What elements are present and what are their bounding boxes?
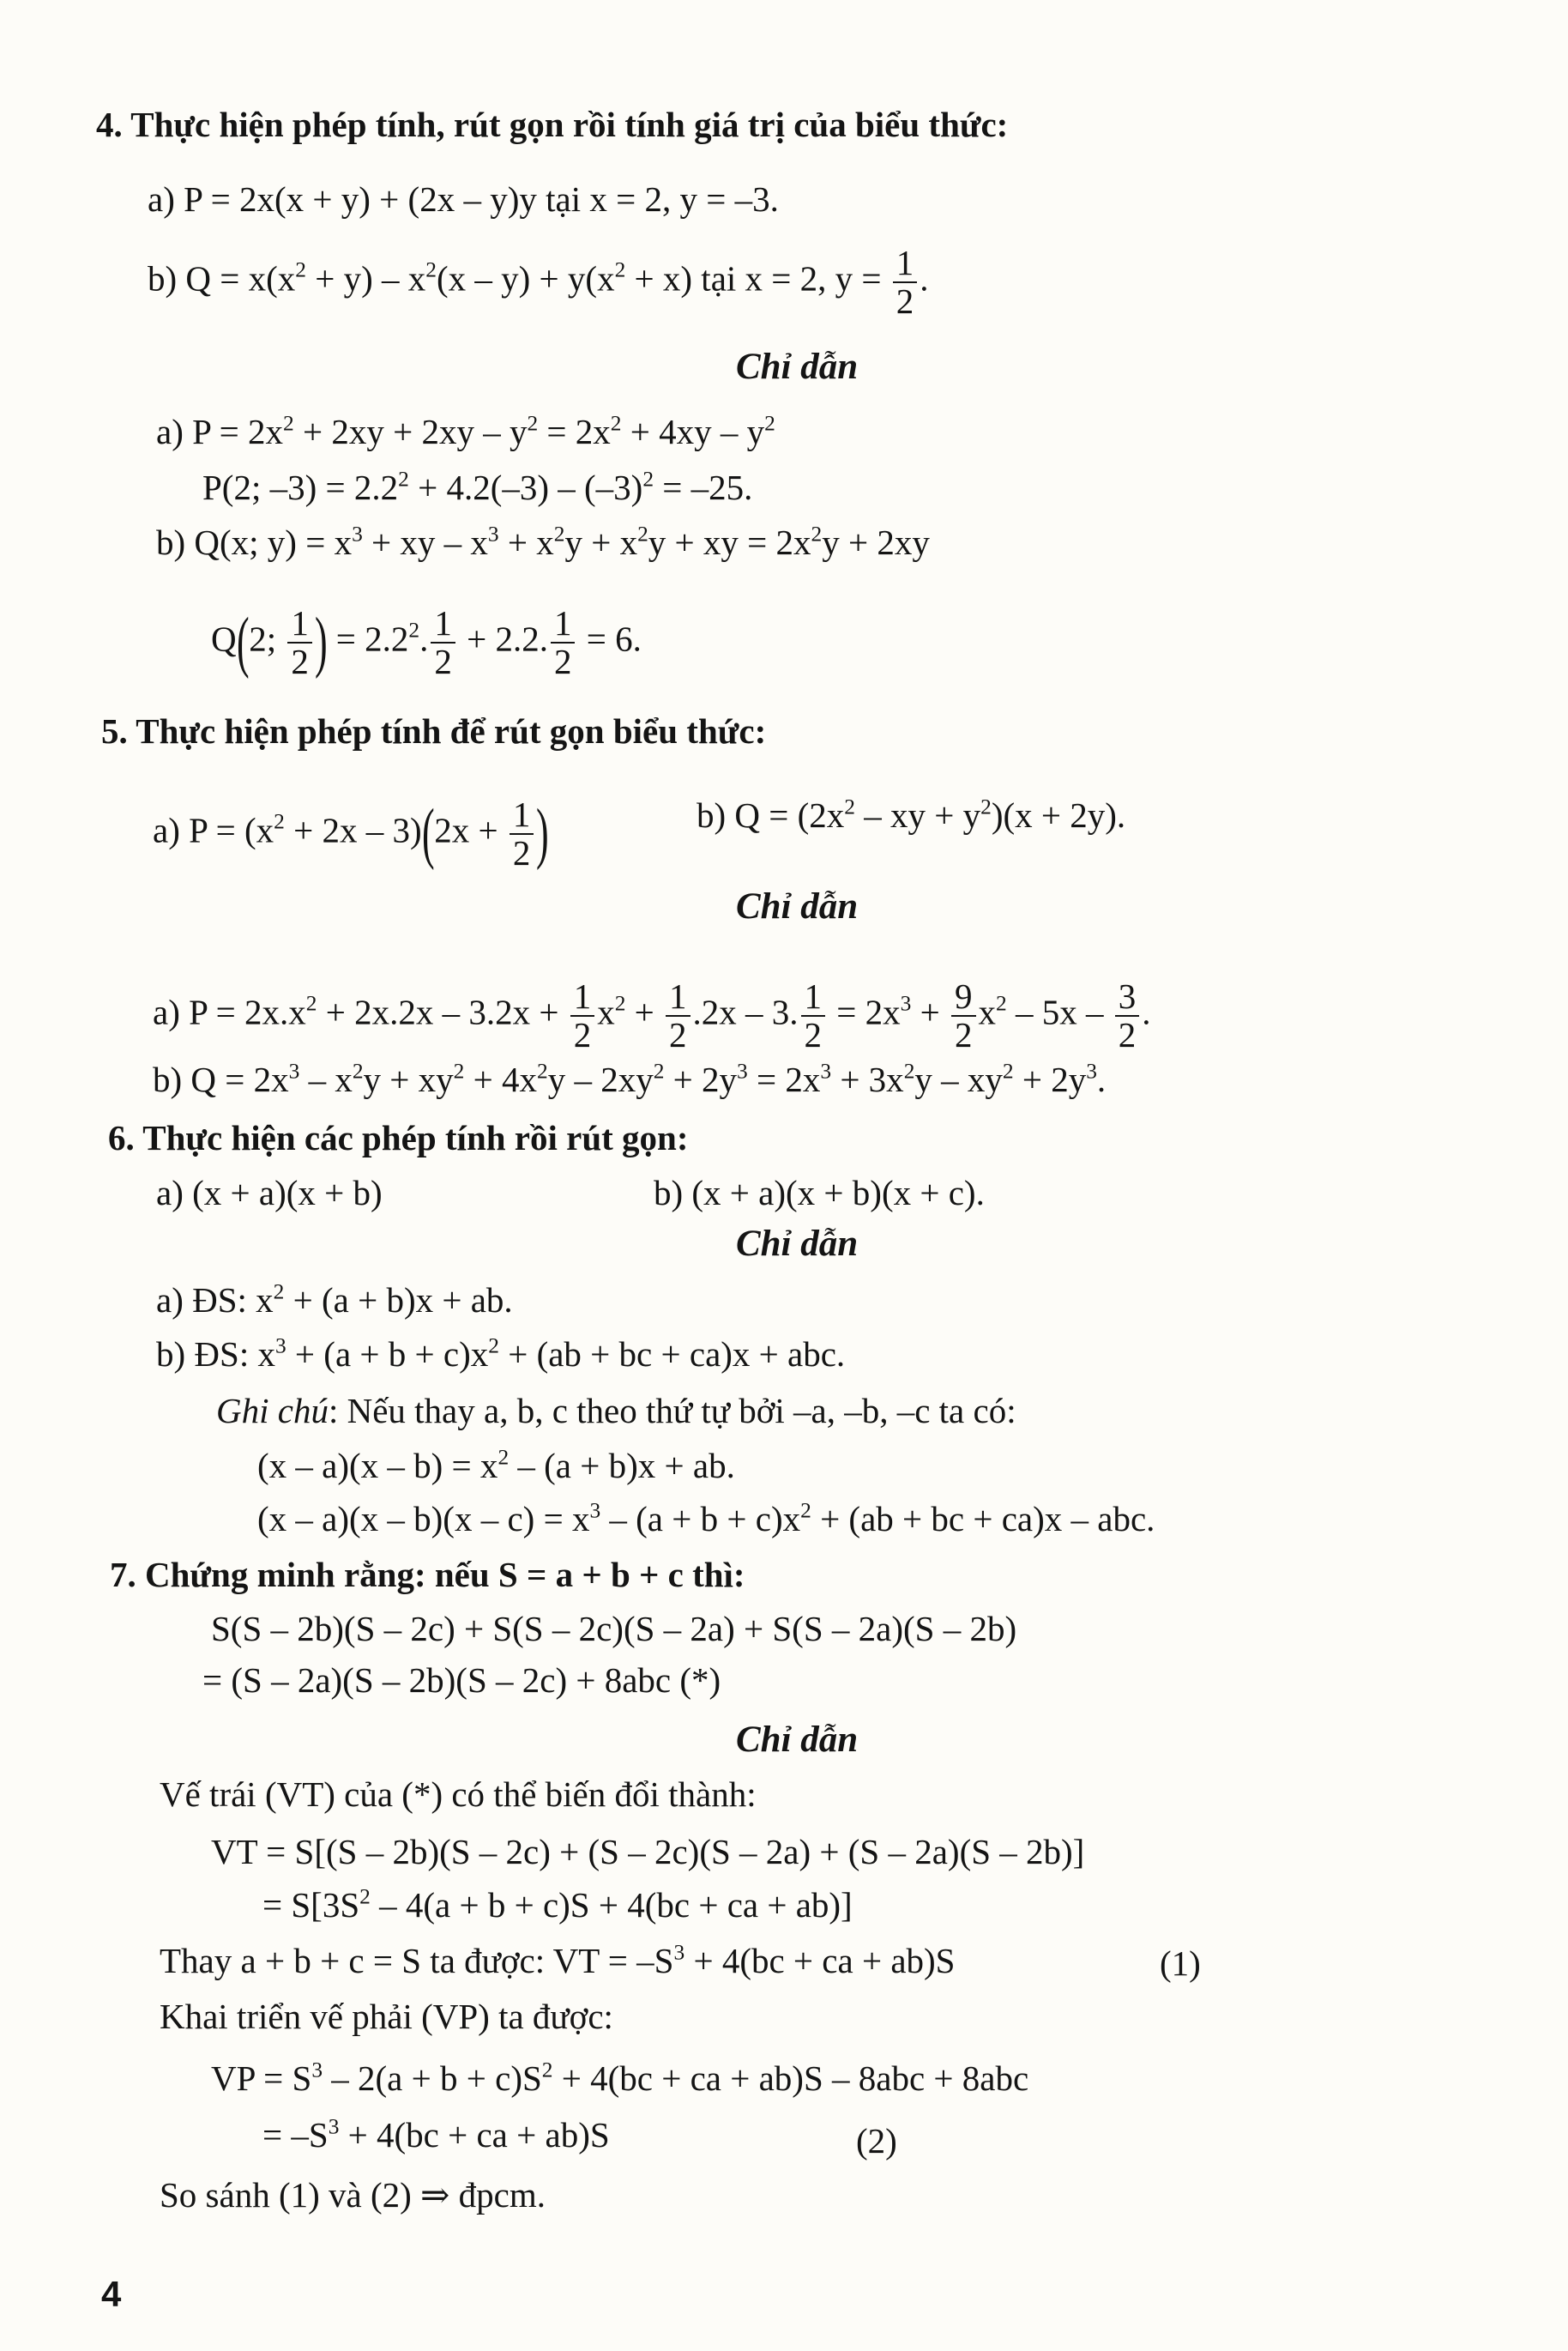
solution-4a-line2: P(2; $-3) = 2.2^2 + 4.2(-3) - (-3)^2 = -25$. <box>202 467 753 507</box>
problem-7-line1: S(S – 2b)(S – 2c) + S(S – 2c)(S – 2a) + S(S – 2a)(S – 2b) <box>211 1609 1017 1648</box>
fraction: $\frac{1}{2}$ <box>510 796 534 872</box>
fraction: $\frac{1}{2}$ <box>666 978 691 1054</box>
problem-6a: a) (x + a)(x + b) <box>156 1173 383 1212</box>
problem-7-title: 7. Chứng minh rằng: nếu S = a + b + c thì: <box>110 1555 745 1594</box>
problem-5a: a) $P = (x^2 + 2x - 3)(2x$ + $\frac{1}{2}$ ) <box>153 795 550 873</box>
hint-heading-5: Chỉ dẫn <box>736 886 859 927</box>
solution-7-line5: Khai triển vế phải (VP) ta được: <box>160 1997 613 2036</box>
fraction: $\frac{1}{2}$ <box>570 978 595 1054</box>
problem-6b: b) (x + a)(x + b)(x + c). <box>654 1173 985 1212</box>
solution-4b-line2: Q(2; $\frac{1}{2}$ ) = $2.2^2$. $\frac{1}{2}$ + 2.2. $\frac{1}{2}$ = 6. <box>211 603 642 682</box>
fraction: $\frac{1}{2}$ <box>551 605 576 680</box>
equation-tag-2: (2) <box>856 2121 897 2161</box>
solution-7-line4: Thay a + b + c = S ta được: VT = $-S^3 + 4(bc$ + ca + ab)S <box>160 1940 956 1980</box>
fraction: $\frac{9}{2}$ <box>951 978 976 1054</box>
note-formula-2: $(x - a)(x - b)(x - c) = x^3 - (a + b + c)x^2 + (ab$ + bc + ca)x – abc. <box>257 1498 1155 1538</box>
problem-4a: a) P = 2x(x + y) + (2x – y)y tại x = 2, y = –3. <box>148 179 779 219</box>
note-formula-1: $(x - a)(x - b) = x^2 - (a + b)x$ + ab. <box>257 1445 735 1485</box>
solution-5a: a) $P = 2x.x^2 + 2x.2x - 3.2x$ + $\frac{1}{2}$ $x^2$ + $\frac{1}{2}$ .2x – 3. $\frac{1}{2}$ = $2x^3$ + $\frac{9}{2}$ $x^2 - 5x$ – $\frac{3}{2}$ . <box>153 976 1151 1055</box>
problem-7-line2: = (S – 2a)(S – 2b)(S – 2c) + 8abc (*) <box>202 1660 721 1700</box>
problem-4b: b) $Q = x(x^2 + y) - x^2(x - y) + y(x^2 + x)$ tại x = 2, y = $\frac{1}{2}$ . <box>148 243 929 322</box>
problem-4-title: 4. Thực hiện phép tính, rút gọn rồi tính giá trị của biểu thức: <box>96 105 1009 144</box>
solution-6a: a) ĐS: $x^2 + (a + b)x$ + ab. <box>156 1279 513 1320</box>
problem-5b: b) $Q = (2x^2$ – xy + $y^2)(x + 2y)$. <box>697 795 1126 835</box>
solution-7-line2: VT = S[(S – 2b)(S – 2c) + (S – 2c)(S – 2a) + (S – 2a)(S – 2b)] <box>211 1832 1085 1871</box>
hint-heading-7: Chỉ dẫn <box>736 1719 859 1760</box>
fraction: $\frac{3}{2}$ <box>1115 978 1140 1054</box>
hint-heading-6: Chỉ dẫn <box>736 1224 859 1264</box>
solution-7-line7: = $-S^3 + 4(bc$ + ca + ab)S <box>262 2114 610 2155</box>
problem-6-title: 6. Thực hiện các phép tính rồi rút gọn: <box>108 1118 689 1157</box>
solution-4b-line1: b) Q(x; $y) = x^3$ + xy – $x^3 + x^2y + x^2y$ + xy = $2x^2y + 2xy$ <box>156 522 930 562</box>
fraction: $\frac{1}{2}$ <box>801 978 826 1054</box>
note-line: Ghi chú: Nếu thay a, b, c theo thứ tự bởi –a, –b, –c ta có: <box>216 1391 1016 1430</box>
page-number: 4 <box>101 2274 122 2314</box>
solution-5b: b) $Q = 2x^3 - x^2y + xy^2 + 4x^2y - 2xy^2 + 2y^3 = 2x^3 + 3x^2y - xy^2 + 2y^3$. <box>153 1059 1107 1099</box>
hint-heading-4: Chỉ dẫn <box>736 347 859 387</box>
solution-6b: b) ĐS: $x^3 + (a + b + c)x^2 + (ab$ + bc + ca)x + abc. <box>156 1333 846 1374</box>
fraction: $\frac{1}{2}$ <box>287 605 312 680</box>
fraction: $\frac{1}{2}$ <box>893 245 918 320</box>
solution-7-line6: VP = $S^3 - 2(a + b + c)S^2 + 4(bc$ + ca + ab)S – 8abc + 8abc <box>211 2058 1029 2098</box>
fraction: $\frac{1}{2}$ <box>431 605 455 680</box>
solution-7-line1: Vế trái (VT) của (*) có thể biến đổi thành: <box>160 1774 757 1814</box>
problem-5-title: 5. Thực hiện phép tính để rút gọn biểu thức: <box>101 711 767 751</box>
solution-7-line3: = $S[3S^2 - 4(a + b + c)S + 4(bc$ + ca + ab)] <box>262 1884 853 1925</box>
solution-7-conclusion: So sánh (1) và (2) ⇒ đpcm. <box>160 2175 546 2215</box>
equation-tag-1: (1) <box>1160 1943 1201 1983</box>
solution-4a-line1: a) $P = 2x^2 + 2xy + 2xy - y^2 = 2x^2 + 4xy - y^2$ <box>156 411 775 451</box>
